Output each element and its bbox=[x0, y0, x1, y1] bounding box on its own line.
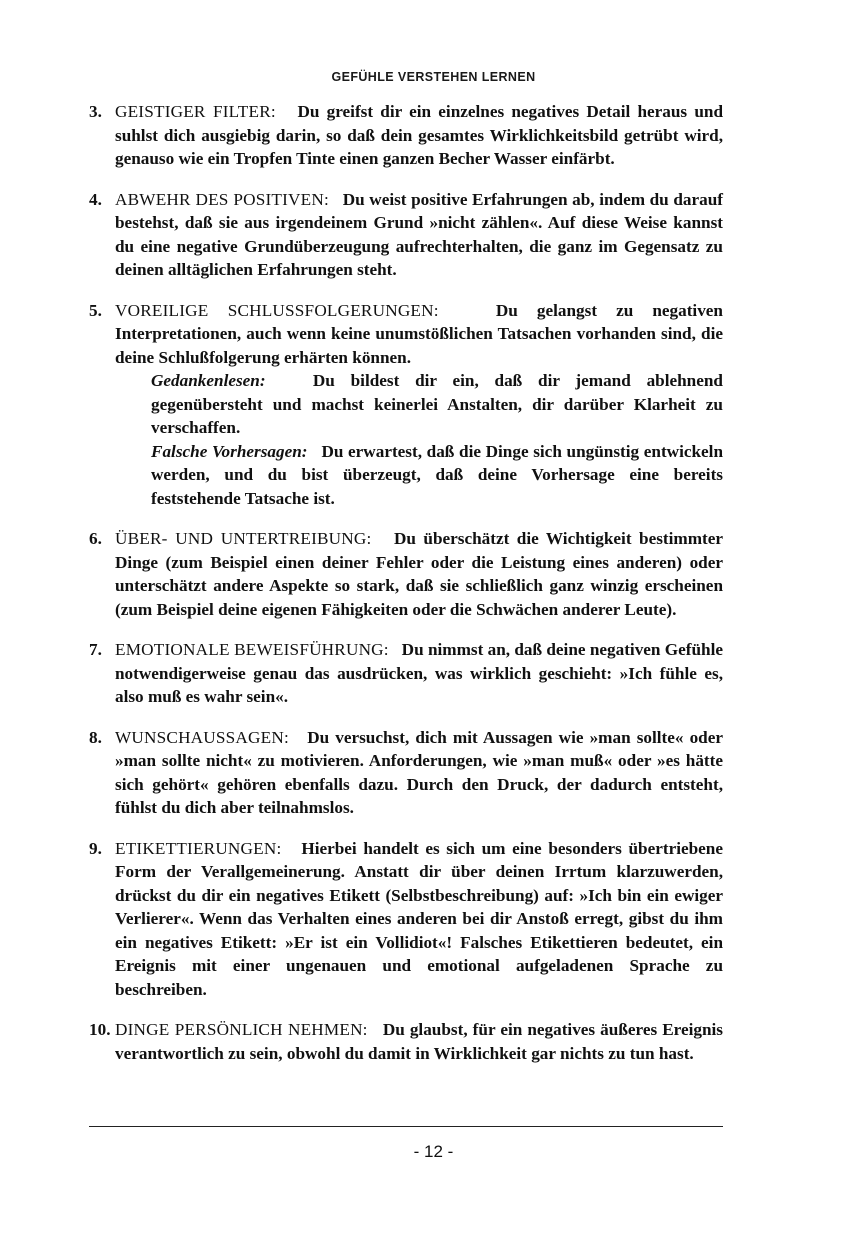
item-term: VOREILIGE SCHLUSSFOLGERUNGEN: bbox=[115, 300, 439, 320]
item-number: 8. bbox=[89, 727, 102, 747]
distortion-list bbox=[89, 100, 723, 1082]
item-term: ÜBER- UND UNTERTREIBUNG: bbox=[115, 529, 372, 548]
item-text: Du glaubst, für ein negatives äußeres Ereignis verantwortlich zu sein, obwohl du damit in Wirklichkeit gar nichts zu tun hast. bbox=[115, 1020, 723, 1063]
page-number: - 12 - bbox=[413, 1142, 454, 1161]
list-item bbox=[89, 1018, 723, 1065]
item-text: Du weist positive Erfahrungen ab, indem du darauf bestehst, daß sie aus irgendeinem Grund »nicht zählen«. Auf diese Weise kannst du eine negative Grundüberzeugung aufrechterhalten, die ganz im Gegensatz zu deinen alltäglichen Erfahrungen steht. bbox=[115, 189, 723, 279]
list-item bbox=[89, 527, 723, 621]
item-number: 5. bbox=[89, 300, 102, 320]
item-text: Du versuchst, dich mit Aussagen wie »man sollte« oder »man sollte nicht« zu motivieren. Anforderungen, wie »man muß« oder »es hätte sich gehört« gehören ebenfalls dazu. Durch den Druck, der dadurch entsteht, fühlst du dich aber teilnahmslos. bbox=[115, 727, 723, 817]
sub-item-term: Gedankenlesen: bbox=[151, 371, 266, 390]
running-head: GEFÜHLE VERSTEHEN LERNEN bbox=[331, 70, 536, 84]
item-term: ETIKETTIERUNGEN: bbox=[115, 838, 282, 858]
item-number: 3. bbox=[89, 102, 102, 121]
list-item bbox=[89, 299, 723, 511]
list-item bbox=[89, 638, 723, 709]
item-number: 7. bbox=[89, 640, 102, 659]
item-text: Du greifst dir ein einzelnes negatives Detail heraus und suhlst dich ausgiebig darin, so daß dein gesamtes Wirklichkeitsbild getrübt wird, genauso wie ein Tropfen Tinte einen ganzen Becher Wasser einfärbt. bbox=[115, 102, 724, 168]
list-item bbox=[89, 837, 723, 1002]
item-text: Du überschätzt die Wichtigkeit bestimmter Dinge (zum Beispiel einen deiner Fehler oder die Leistung eines anderen) oder unterschätzt andere Aspekte so stark, daß sie schließlich ganz winzig erscheinen (zum Beispiel deine eigenen Fähigkeiten oder die Schwächen anderer Leute). bbox=[115, 529, 724, 619]
item-number: 9. bbox=[89, 838, 102, 858]
item-text: Hierbei handelt es sich um eine besonders übertriebene Form der Verallgemeinerung. Anstatt dir über deinen Irrtum klarzuwerden, drückst du dir ein negatives Etikett (Selbstbeschreibung) auf: »Ich bin ein ewiger Verlierer«. Wenn das Verhalten eines anderen bei dir Anstoß erregt, gibst du ihm ein negatives Etikett: »Er ist ein Vollidiot«! Falsches Etikettieren bedeutet, ein Ereignis mit einer ungenauen und emotional aufgeladenen Sprache zu beschreiben. bbox=[115, 838, 723, 999]
list-item bbox=[89, 100, 723, 171]
item-term: ABWEHR DES POSITIVEN: bbox=[115, 189, 329, 209]
item-text: Du nimmst an, daß deine negativen Gefühle notwendigerweise genau das ausdrücken, was wirklich geschieht: »Ich fühle es, also muß es wahr sein«. bbox=[115, 640, 724, 706]
item-number: 4. bbox=[89, 189, 102, 209]
item-term: WUNSCHAUSSAGEN: bbox=[115, 727, 289, 747]
item-term: EMOTIONALE BEWEISFÜHRUNG: bbox=[115, 640, 389, 659]
sub-item bbox=[115, 369, 723, 440]
item-text: Du gelangst zu negativen Interpretationen, auch wenn keine unumstößlichen Tatsachen vorhanden sind, die deine Schlußfolgerung erhärten können. bbox=[115, 300, 723, 367]
list-item bbox=[89, 188, 723, 282]
item-number: 10. bbox=[89, 1020, 111, 1039]
sub-item-text: Du erwartest, daß die Dinge sich ungünstig entwickeln werden, und du bist überzeugt, daß deine Vorhersage eine bereits feststehende Tatsache ist. bbox=[151, 441, 724, 508]
list-item bbox=[89, 726, 723, 820]
sub-item-term: Falsche Vorhersagen: bbox=[151, 441, 308, 461]
item-term: DINGE PERSÖNLICH NEHMEN: bbox=[115, 1020, 368, 1039]
item-number: 6. bbox=[89, 529, 102, 548]
sub-item-text: Du bildest dir ein, daß dir jemand ablehnend gegenübersteht und machst keinerlei Anstalten, dir darüber Klarheit zu verschaffen. bbox=[151, 371, 723, 437]
sub-item bbox=[115, 440, 723, 511]
footer-rule bbox=[89, 1126, 723, 1127]
item-term: GEISTIGER FILTER: bbox=[115, 102, 276, 121]
